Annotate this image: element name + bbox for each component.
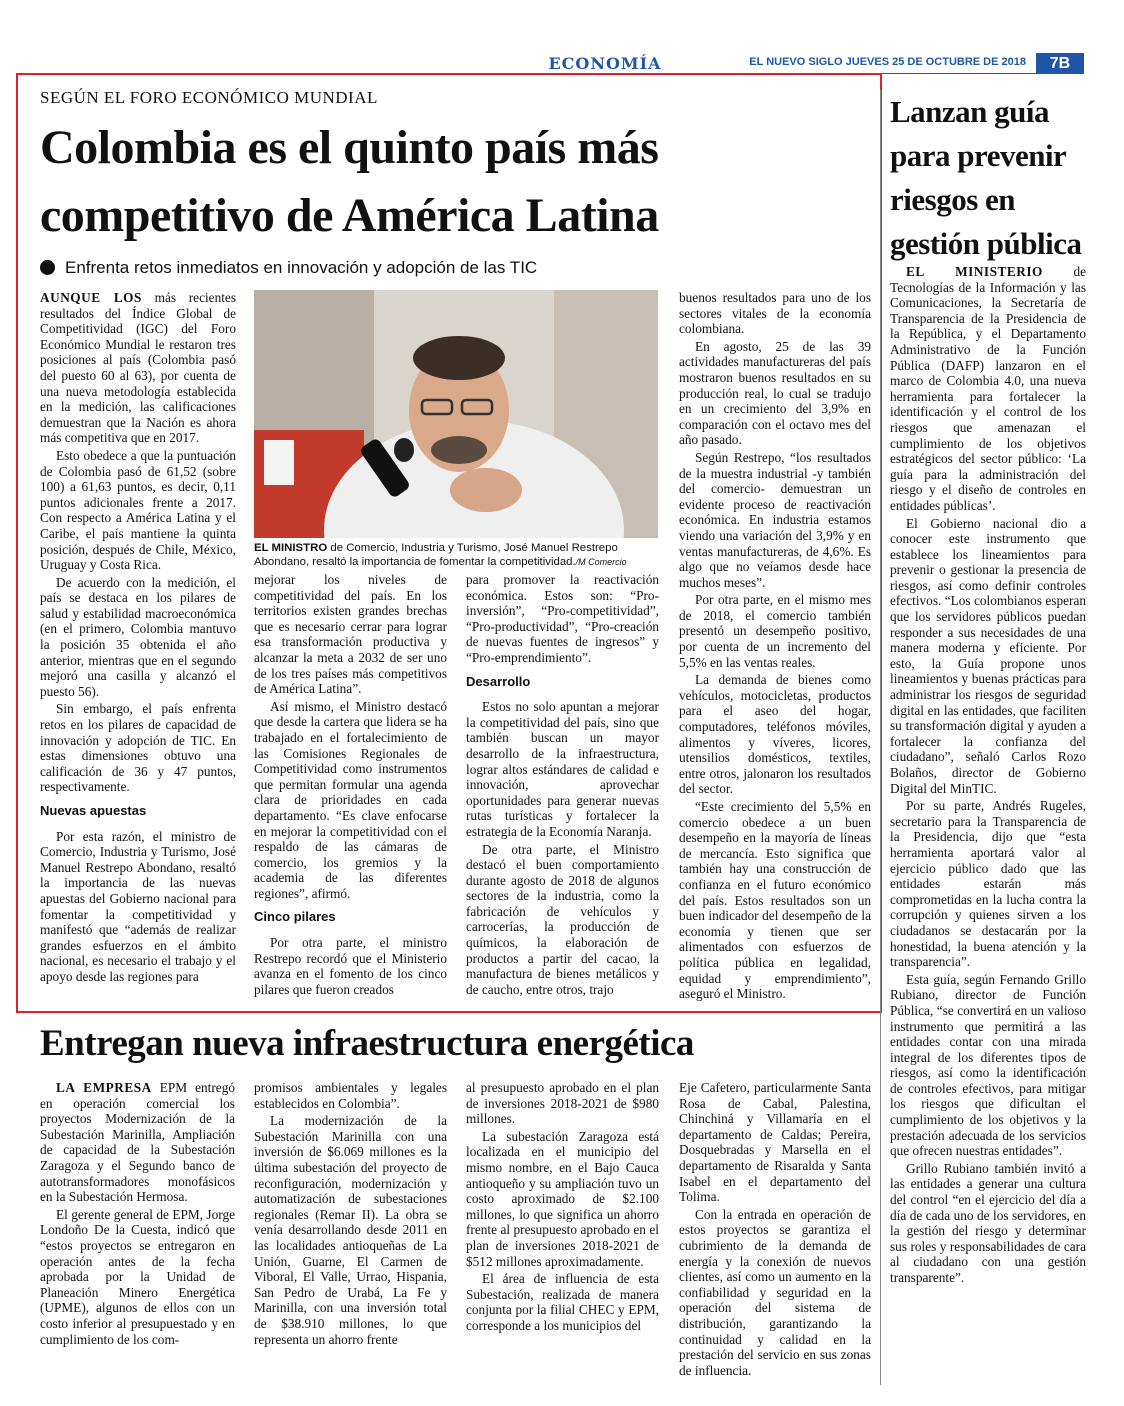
- subheading: Cinco pilares: [254, 909, 336, 925]
- paragraph: Sin embargo, el país enfrenta retos en los pilares de capacidad de innovación y adopción de TIC. En estas dimensiones obtuvo una calificación de 36 y 47 puntos, respectivamente.: [40, 701, 236, 795]
- lead-in: LA EMPRESA: [56, 1080, 152, 1095]
- paragraph-text: EPM entregó en operación comercial los proyectos Modernización de la Subestación Marinilla, Ampliación de capacidad de la Subestación Zaragoza y el Segundo banco de autotransformadores monofásicos en la Subestación Hermosa.: [40, 1080, 235, 1205]
- caption-label: EL MINISTRO: [254, 542, 328, 554]
- paragraph: Grillo Rubiano también invitó a las entidades a generar una cultura del control “en el ejercicio del día a día de cada uno de los servidores, en la gestión del riesgo y determinar sus roles y responsabilidades de cara al ciudadano con una gestión transparente”.: [890, 1160, 1086, 1285]
- paragraph: De otra parte, el Ministro destacó el buen comportamiento durante agosto de 2018 de algunos sectores de la industria, como la fabricación de vehículos y carrocerías, la producción de químicos, la elaboración de productos a partir del cacao, la manufactura de bienes metálicos y de caucho, entre otros, trajo: [466, 841, 659, 997]
- second-article-column-2: [254, 1080, 447, 1380]
- paragraph: Así mismo, el Ministro destacó que desde la cartera que lidera se ha trabajado en el fortalecimiento de las Comisiones Regionales de Competitividad como instrumentos que permitan formular una agenda clara de prioridades en cada departamento. “Es clave enfocarse en mejorar la competitividad con el respaldo de las cámaras de comercio, los gremios y la academia de las diferentes regiones”, afirmó.: [254, 698, 447, 901]
- paragraph: Estos no solo apuntan a mejorar la competitividad del país, sino que también buscan un mayor desarrollo de la infraestructura, lograr altos estándares de calidad e innovación, aprovechar oportunidades para generar nuevas rutas turísticas y fortalecer la estrategia de la Economía Naranja.: [466, 699, 659, 839]
- paragraph: La demanda de bienes como vehículos, motocicletas, productos para el aseo del hogar, computadores, teléfonos móviles, alimentos y víveres, licores, utensilios domésticos, textiles, entre otros, jalonaron los resultados del sector.: [679, 672, 871, 797]
- paragraph: Por otra parte, el ministro Restrepo recordó que el Ministerio avanza en el fomento de los cinco pilares que fueron creados: [254, 935, 447, 997]
- article-column-1: [40, 290, 236, 1010]
- article-column-3: [466, 572, 659, 1010]
- article-kicker: SEGÚN EL FORO ECONÓMICO MUNDIAL: [40, 88, 378, 107]
- paragraph: Por esta razón, el ministro de Comercio, Industria y Turismo, José Manuel Restrepo Abondano, resaltó la importancia de las nuevas apuestas del Gobierno nacional para fomentar la competitividad y manifestó que “además de realizar grandes esfuerzos en el ámbito nacional, es necesario el trabajo y el apoyo desde las regiones para: [40, 828, 236, 984]
- minister-photo-illustration: [254, 290, 658, 538]
- paragraph: promisos ambientales y legales establecidos en Colombia”.: [254, 1080, 447, 1111]
- paragraph: [40, 290, 236, 446]
- paragraph: La subestación Zaragoza está localizada en el municipio del mismo nombre, en el Bajo Cauca antioqueño y su ampliación tuvo un costo aproximado de $2.100 millones, lo que significa un ahorro frente al presupuesto aprobado en el plan de inversiones 2018-2021 de $512 millones aproximadamente.: [466, 1128, 659, 1269]
- paragraph: para promover la reactivación económica. Estos son: “Pro-inversión”, “Pro-competitividad”, “Pro-productividad”, “Pro-creación de nuevas fuentes de ingresos” y “Pro-emprendimiento”.: [466, 572, 659, 665]
- paragraph: “Este crecimiento del 5,5% en comercio obedece a un buen desempeño en la mayoría de líneas de mercancía. Esto significa que también hay una construcción de confianza en el futuro económico del país. Estos resultados son un buen indicador del desempeño de la economía y tienen que ser alimentados con esfuerzos de política pública en legalidad, equidad y emprendimiento”, aseguró el Ministro.: [679, 799, 871, 1002]
- article-column-4: [679, 290, 871, 1010]
- paragraph: La modernización de la Subestación Marinilla con una inversión de $6.069 millones es la última subestación del proyecto de reconfiguración, modernización y automatización de subestaciones regionales (Remar II). La obra se venía desarrollando desde 2011 en las localidades antioqueñas de La Unión, Guarne, El Carmen de Viboral, El Valle, Urrao, Hispania, San Pedro de Urabá, La Fe y Marinilla, con una inversión total de $38.910 millones, lo que representa un ahorro frente: [254, 1113, 447, 1347]
- paragraph: Con la entrada en operación de estos proyectos se garantiza el cubrimiento de la demanda de energía y la conexión de nuevos clientes, así como un aumento en la confiabilidad y seguridad en la operación del sistema de distribución, garantizando la continuidad y calidad en la prestación del servicio en sus zonas de influencia.: [679, 1206, 871, 1378]
- paragraph: De acuerdo con la medición, el país se destaca en los pilares de salud y estabilidad macroeconómica (en el primero, Colombia mantuvo la posición 35 obtenida el año anterior, mientras que en el segundo mejoró una casilla y alcanzó el puesto 56).: [40, 574, 236, 699]
- bullet-icon: [40, 260, 55, 275]
- second-article-column-4: [679, 1080, 871, 1380]
- sidebar-article-body: [890, 264, 1086, 1389]
- article-column-2: [254, 572, 447, 1010]
- paragraph: buenos resultados para uno de los sectores vitales de la economía colombiana.: [679, 290, 871, 337]
- paragraph-text: más recientes resultados del Índice Global de Competitividad (IGC) del Foro Económico Mundial le restaron tres posiciones al país (Colombia pasó del puesto 60 al 63), por cuenta de una nueva metodología establecida en la medición, las calificaciones demuestran que la Nación es ahora más competitiva que en 2017.: [40, 290, 236, 446]
- article-headline: Colombia es el quinto país más competitivo de América Latina: [40, 121, 659, 242]
- photo-credit: /M Comercio: [575, 557, 627, 567]
- paragraph: Según Restrepo, “los resultados de la muestra industrial -y también del comercio- demuestran un evidente proceso de reactivación económica. En industria estamos viendo una variación del 3,9% y en ventas manufactureras, de 4,6%. Es algo que no veíamos desde hace muchos meses”.: [679, 449, 871, 590]
- photo-caption: [254, 541, 658, 569]
- paragraph: Eje Cafetero, particularmente Santa Rosa de Cabal, Palestina, Chinchiná y Villamaría en el departamento de Caldas; Pereira, Dosquebradas y Marsella en el departamento de Risaralda y Santa Isabel en el departamento del Tolima.: [679, 1080, 871, 1205]
- caption-text: de Comercio, Industria y Turismo, José Manuel Restrepo Abondano, resaltó la importancia de fomentar la competitividad.: [254, 542, 618, 568]
- paragraph: Por otra parte, en el mismo mes de 2018, el comercio también presentó un desempeño positivo, por cuenta de un incremento del 5,5% en las ventas reales.: [679, 592, 871, 670]
- paragraph-text: de Tecnologías de la Información y las Comunicaciones, la Secretaría de Transparencia de la Presidencia de la República, y el Departamento Administrativo de la Función Pública (DAFP) lanzaron en el marco de Colombia 4.0, una nueva herramienta para fortalecer la identificación y el control de los riesgos que amenazan el cumplimiento de los objetivos estratégicos del sector público: ‘La guía para la administración del riesgo y el diseño de controles en entidades públicas’.: [890, 264, 1086, 513]
- lead-in: EL MINISTERIO: [906, 264, 1043, 279]
- sidebar-headline: Lanzan guía para prevenir riesgos en gestión pública: [890, 94, 1082, 261]
- paragraph: El gerente general de EPM, Jorge Londoño De la Cuesta, indicó que “estos proyectos se entregaron en operación antes de la fecha aprobada por la Unidad de Planeación Minero Energética (UPME), algunos de ellos con un costo inferior al presupuestado y en cumplimiento de los com-: [40, 1206, 235, 1347]
- paragraph: En agosto, 25 de las 39 actividades manufactureras del país mostraron buenos resultados en su producción real, lo cual se tradujo en un crecimiento del 3,9% en comparación con el octavo mes del año pasado.: [679, 338, 871, 448]
- paragraph: al presupuesto aprobado en el plan de inversiones 2018-2021 de $980 millones.: [466, 1080, 659, 1127]
- article-photo: [254, 290, 658, 538]
- subhead-text: Enfrenta retos inmediatos en innovación y adopción de las TIC: [65, 258, 538, 277]
- paragraph: El Gobierno nacional dio a conocer este instrumento que establece los lineamientos para prevenir o gestionar la presencia de riesgos, así como definir controles efectivos. “Los colombianos esperan que los servidores públicos puedan responder a sus necesidades de una manera moderna y eficiente. Por esto, la Guía propone unos lineamientos y buenas prácticas para administrar los riesgos de seguridad digital en las entidades, que faciliten su transformación digital y ayuden a fortalecer la confianza del ciudadano”, señaló Carlos Rozo Bolaños, director de Gobierno Digital del MinTIC.: [890, 515, 1086, 796]
- paragraph: Por su parte, Andrés Rugeles, secretario para la Transparencia de la Presidencia, dijo que “esta herramienta aportará valor al ejercicio público dado que las entidades estarán más comprometidas en la lucha contra la corrupción y quienes sirven a los ciudadanos se destacarán por la honestidad, la buena atención y la transparencia”.: [890, 798, 1086, 970]
- article-subhead: [40, 258, 537, 278]
- paragraph: [40, 1080, 235, 1205]
- paragraph: Esto obedece a que la puntuación de Colombia pasó de 61,52 (sobre 100) a 61,63 puntos, es decir, 0,11 puntos adicionales frente a 2017. Con respecto a América Latina y el Caribe, el país mantiene la quinta posición, después de Chile, México, Uruguay y Costa Rica.: [40, 447, 236, 573]
- paragraph: Esta guía, según Fernando Grillo Rubiano, director de Función Pública, “se convertirá en un valioso instrumento que permitirá a las entidades contar con una mirada integral de los diferentes tipos de riesgos, así como la identificación de controles efectivos, para mitigar los riesgos que dificultan el cumplimiento de los objetivos y la prestación adecuada de los servicios que ofrecen nuestras entidades”.: [890, 971, 1086, 1159]
- subheading: Desarrollo: [466, 673, 531, 689]
- lead-in: AUNQUE LOS: [40, 290, 142, 305]
- subheading: Nuevas apuestas: [40, 803, 147, 818]
- paragraph: mejorar los niveles de competitividad del país. En los territorios existen grandes brechas que es necesario cerrar para lograr esa transformación productiva y alcanzar la meta a 2032 de ser uno de los tres países más competitivos de América Latina”.: [254, 572, 447, 697]
- second-article-headline: Entregan nueva infraestructura energética: [40, 1023, 694, 1064]
- paragraph: [890, 264, 1086, 514]
- section-label: ECONOMÍA: [548, 54, 662, 73]
- page-header: [40, 53, 1084, 74]
- paragraph: El área de influencia de esta Subestación, realizada de manera conjunta por la filial CHEC y EPM, corresponde a los municipios del: [466, 1271, 659, 1333]
- page-number: 7B: [1036, 53, 1084, 74]
- column-divider: [880, 90, 881, 1385]
- second-article-column-3: [466, 1080, 659, 1380]
- second-article-column-1: [40, 1080, 235, 1380]
- dateline: EL NUEVO SIGLO JUEVES 25 DE OCTUBRE DE 2018: [749, 56, 1026, 68]
